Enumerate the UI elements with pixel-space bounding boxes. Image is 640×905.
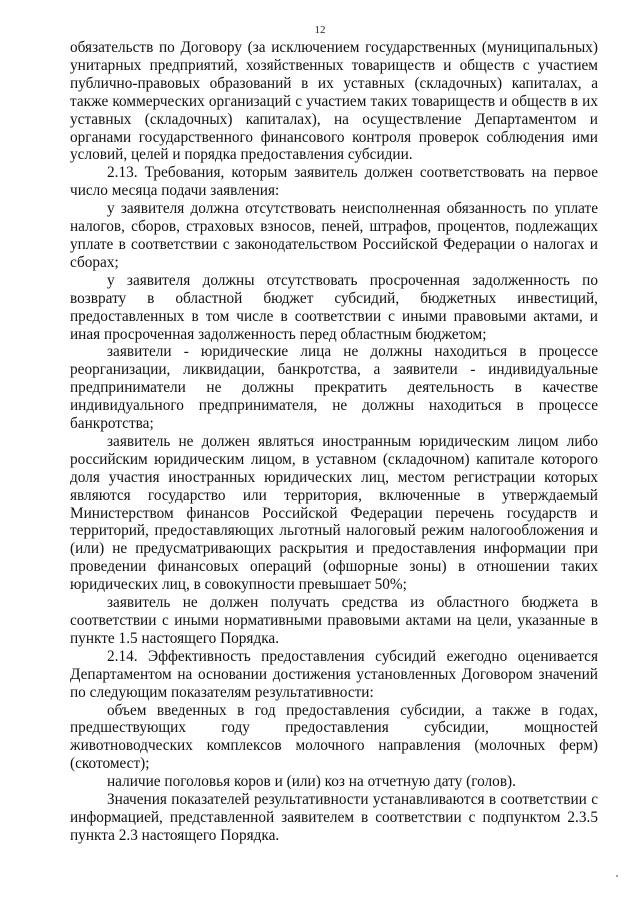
paragraph-2-13: 2.13. Требования, которым заявитель должен соответствовать на первое число месяца подачи заявления: xyxy=(70,164,598,200)
paragraph-requirement-debt: у заявителя должны отсутствовать просроченная задолженность по возврату в областной бюджет субсидий, бюджетных инвестиций, предоставленных в том числе в соответствии с иными правовыми актами, и иная просроченная задолженность перед областным бюджетом; xyxy=(70,271,598,343)
paragraph-requirement-foreign: заявитель не должен являться иностранным юридическим лицом либо российским юридическим лицом, в уставном (складочном) капитале которого доля участия иностранных юридических лиц, местом регистрации которых являются государство или территория, включенные в утверждаемый Министерством финансов Российской Федерации перечень государств и территорий, предоставляющих льготный налоговый режим налогообложения и (или) не предусматривающих раскрытия и предоставления информации при проведении финансовых операций (офшорные зоны) в отношении таких юридических лиц, в совокупности превышает 50%; xyxy=(70,432,598,594)
paragraph-requirement-reorganization: заявители - юридические лица не должны находиться в процессе реорганизации, ликвидации, банкротства, а заявители - индивидуальные предприниматели не должны прекратить деятельность в качестве индивидуального предпринимателя, не должны находиться в процессе банкротства; xyxy=(70,343,598,433)
paragraph-indicator-capacity: объем введенных в год предоставления субсидии, а также в годах, предшествующих году предоставления субсидии, мощностей животноводческих комплексов молочного направления (молочных ферм) (скотомест); xyxy=(70,701,598,773)
paragraph-indicator-values: Значения показателей результативности устанавливаются в соответствии с информацией, представленной заявителем в соответствии с подпунктом 2.3.5 пункта 2.3 настоящего Порядка. xyxy=(70,791,598,844)
paragraph-2-14: 2.14. Эффективность предоставления субсидий ежегодно оценивается Департаментом на основании достижения установленных Договором значений по следующим показателям результативности: xyxy=(70,647,598,701)
paragraph-continuation: обязательств по Договору (за исключением государственных (муниципальных) унитарных предприятий, хозяйственных товариществ и обществ с участием публично-правовых образований в их уставных (складочных) капиталах, а также коммерческих организаций с участием таких товариществ и обществ в их уставных (складочных) капиталах), на осуществление Департаментом и органами государственного финансового контроля проверок соблюдения ими условий, целей и порядка предоставления субсидии. xyxy=(70,39,598,164)
document-body xyxy=(70,39,598,845)
paragraph-indicator-livestock: наличие поголовья коров и (или) коз на отчетную дату (голов). xyxy=(107,773,516,791)
scan-artifact xyxy=(616,875,618,877)
paragraph-requirement-funds: заявитель не должен получать средства из областного бюджета в соответствии с иными нормативными правовыми актами на цели, указанные в пункте 1.5 настоящего Порядка. xyxy=(70,594,598,647)
paragraph-requirement-taxes: у заявителя должна отсутствовать неисполненная обязанность по уплате налогов, сборов, страховых взносов, пеней, штрафов, процентов, подлежащих уплате в соответствии с законодательством Российской Федерации о налогах и сборах; xyxy=(70,200,598,271)
page-number: 12 xyxy=(314,24,326,36)
